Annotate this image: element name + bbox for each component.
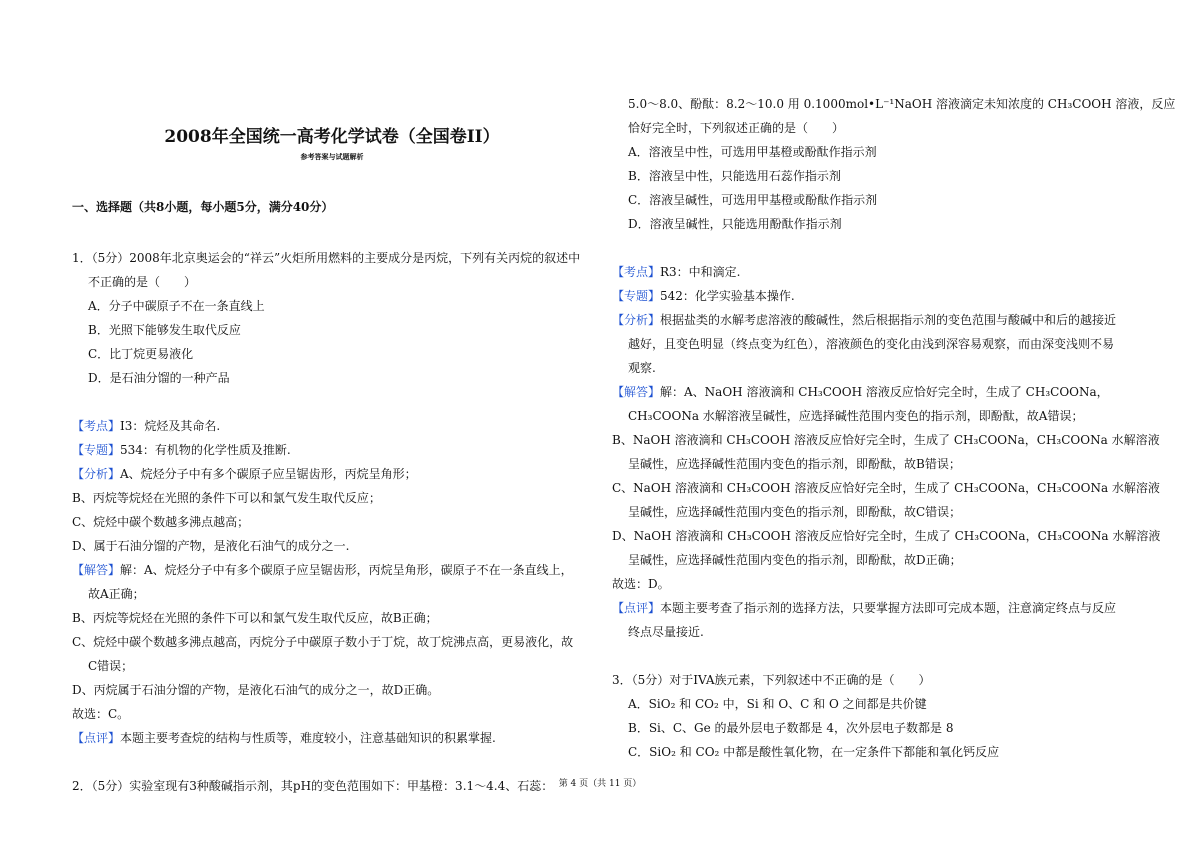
line-text: C．溶液呈碱性，可选用甲基橙或酚酞作指示剂: [628, 193, 878, 207]
line-tag: 【专题】: [72, 443, 121, 457]
text-line: [612, 312, 1116, 328]
line-tag: 【点评】: [612, 601, 661, 615]
line-text: 恰好完全时，下列叙述正确的是（ ）: [628, 121, 845, 135]
line-text: 本题主要考查了指示剂的选择方法，只要掌握方法即可完成本题，注意滴定终点与反应: [660, 601, 1117, 615]
option-line: [628, 144, 877, 160]
line-text: B．溶液呈中性，只能选用石蕊作指示剂: [628, 169, 841, 183]
line-text: 观察.: [628, 361, 656, 375]
line-text: C、NaOH 溶液滴和 CH₃COOH 溶液反应恰好完全时，生成了 CH₃COONa，CH₃COONa 水解溶液: [612, 481, 1160, 495]
text-line: [72, 418, 220, 434]
text-line: [612, 600, 1116, 616]
line-text: 3．（5分）对于IVA族元素，下列叙述中不正确的是（ ）: [612, 673, 931, 687]
text-line: [628, 360, 656, 376]
text-line: [72, 466, 417, 482]
line-text: B．光照下能够发生取代反应: [88, 323, 241, 337]
line-text: B．Si、C、Ge 的最外层电子数都是 4，次外层电子数都是 8: [628, 721, 954, 735]
text-line: [612, 384, 1109, 400]
option-line: [628, 720, 953, 736]
line-text: B、NaOH 溶液滴和 CH₃COOH 溶液反应恰好完全时，生成了 CH₃COONa，CH₃COONa 水解溶液: [612, 433, 1160, 447]
text-line: [628, 408, 1083, 424]
line-text: 呈碱性，应选择碱性范围内变色的指示剂，即酚酞，故C错误；: [628, 505, 962, 519]
line-text: 2．（5分）实验室现有3种酸碱指示剂，其pH的变色范围如下：甲基橙：3.1～4.4、石蕊：: [72, 779, 554, 793]
line-tag: 【考点】: [612, 265, 661, 279]
text-line: [72, 250, 580, 266]
line-tag: 【专题】: [612, 289, 661, 303]
text-line: [612, 576, 670, 592]
text-line: [72, 610, 438, 626]
text-line: [72, 514, 249, 530]
line-text: C、烷烃中碳个数越多沸点越高；: [72, 515, 250, 529]
line-text: C．SiO₂ 和 CO₂ 中都是酸性氧化物，在一定条件下都能和氧化钙反应: [628, 745, 1000, 759]
line-text: 解：A、NaOH 溶液滴和 CH₃COOH 溶液反应恰好完全时，生成了 CH₃COONa，: [660, 385, 1109, 399]
text-line: [72, 562, 573, 578]
text-line: [628, 456, 961, 472]
text-line: [88, 658, 133, 674]
line-tag: 【解答】: [612, 385, 661, 399]
line-text: R3：中和滴定.: [660, 265, 741, 279]
text-line: [72, 682, 439, 698]
line-text: 越好，且变色明显（终点变为红色），溶液颜色的变化由浅到深容易观察，而由深变浅则不易: [628, 337, 1115, 351]
line-text: D．是石油分馏的一种产品: [88, 371, 230, 385]
line-text: 解：A、烷烃分子中有多个碳原子应呈锯齿形，丙烷呈角形，碳原子不在一条直线上，: [120, 563, 573, 577]
line-text: 故A正确；: [88, 587, 145, 601]
line-text: A．分子中碳原子不在一条直线上: [88, 299, 265, 313]
line-text: 根据盐类的水解考虑溶液的酸碱性，然后根据指示剂的变色范围与酸碱中和后的越接近: [660, 313, 1117, 327]
line-text: 不正确的是（ ）: [88, 275, 197, 289]
line-text: C．比丁烷更易液化: [88, 347, 194, 361]
line-text: 542：化学实验基本操作.: [660, 289, 795, 303]
page-title: 2008年全国统一高考化学试卷（全国卷II）: [164, 127, 500, 147]
text-line: [612, 480, 1160, 496]
text-line: [628, 504, 961, 520]
line-text: I3：烷烃及其命名.: [120, 419, 221, 433]
section-heading: 一、选择题（共8小题，每小题5分，满分40分）: [72, 200, 334, 214]
text-line: [72, 442, 291, 458]
line-text: 5.0～8.0、酚酞：8.2～10.0 用 0.1000mol•L⁻¹NaOH 溶液滴定未知浓度的 CH₃COOH 溶液，反应: [628, 97, 1176, 111]
text-line: [88, 586, 145, 602]
text-line: [88, 274, 196, 290]
line-text: C、烷烃中碳个数越多沸点越高，丙烷分子中碳原子数小于丁烷，故丁烷沸点高，更易液化，故: [72, 635, 574, 649]
line-text: D．溶液呈碱性，只能选用酚酞作指示剂: [628, 217, 842, 231]
text-line: [612, 288, 795, 304]
line-text: A．溶液呈中性，可选用甲基橙或酚酞作指示剂: [628, 145, 877, 159]
line-text: B、丙烷等烷烃在光照的条件下可以和氯气发生取代反应；: [72, 491, 381, 505]
text-line: [72, 706, 129, 722]
option-line: [88, 298, 265, 314]
text-line: [628, 96, 1175, 112]
line-tag: 【分析】: [72, 467, 121, 481]
text-line: [628, 552, 962, 568]
line-text: A、烷烃分子中有多个碳原子应呈锯齿形，丙烷呈角形；: [120, 467, 417, 481]
line-text: A．SiO₂ 和 CO₂ 中，Si 和 O、C 和 O 之间都是共价键: [628, 697, 927, 711]
option-line: [628, 216, 842, 232]
option-line: [88, 346, 193, 362]
option-line: [88, 322, 241, 338]
option-line: [628, 744, 999, 760]
page-number: 第 4 页（共 11 页）: [558, 779, 642, 789]
text-line: [612, 264, 741, 280]
line-text: B、丙烷等烷烃在光照的条件下可以和氯气发生取代反应，故B正确；: [72, 611, 438, 625]
line-text: 本题主要考查烷的结构与性质等，难度较小，注意基础知识的积累掌握.: [120, 731, 496, 745]
text-line: [72, 490, 381, 506]
line-text: CH₃COONa 水解溶液呈碱性，应选择碱性范围内变色的指示剂，即酚酞，故A错误；: [628, 409, 1084, 423]
text-line: [628, 336, 1114, 352]
line-text: 故选：D。: [612, 577, 670, 591]
line-text: C错误；: [88, 659, 134, 673]
option-line: [628, 696, 927, 712]
page-subtitle: 参考答案与试题解析: [300, 152, 364, 161]
line-tag: 【点评】: [72, 731, 121, 745]
line-text: 故选：C。: [72, 707, 130, 721]
line-text: 呈碱性，应选择碱性范围内变色的指示剂，即酚酞，故D正确；: [628, 553, 962, 567]
text-line: [612, 432, 1160, 448]
text-line: [628, 624, 704, 640]
line-text: 呈碱性，应选择碱性范围内变色的指示剂，即酚酞，故B错误；: [628, 457, 961, 471]
line-tag: 【解答】: [72, 563, 121, 577]
line-text: 终点尽量接近.: [628, 625, 704, 639]
text-line: [612, 528, 1160, 544]
line-text: 534：有机物的化学性质及推断.: [120, 443, 291, 457]
text-line: [72, 730, 496, 746]
line-text: D、NaOH 溶液滴和 CH₃COOH 溶液反应恰好完全时，生成了 CH₃COONa，CH₃COONa 水解溶液: [612, 529, 1161, 543]
text-line: [628, 120, 844, 136]
line-text: 1．（5分）2008年北京奥运会的“祥云”火炬所用燃料的主要成分是丙烷，下列有关丙烷的叙述中: [72, 251, 581, 265]
line-text: D、属于石油分馏的产物，是液化石油气的成分之一.: [72, 539, 350, 553]
option-line: [88, 370, 230, 386]
line-tag: 【考点】: [72, 419, 121, 433]
option-line: [628, 192, 877, 208]
text-line: [72, 634, 573, 650]
option-line: [628, 168, 841, 184]
text-line: [72, 538, 349, 554]
text-line: [612, 672, 931, 688]
line-text: D、丙烷属于石油分馏的产物，是液化石油气的成分之一，故D正确。: [72, 683, 440, 697]
line-tag: 【分析】: [612, 313, 661, 327]
